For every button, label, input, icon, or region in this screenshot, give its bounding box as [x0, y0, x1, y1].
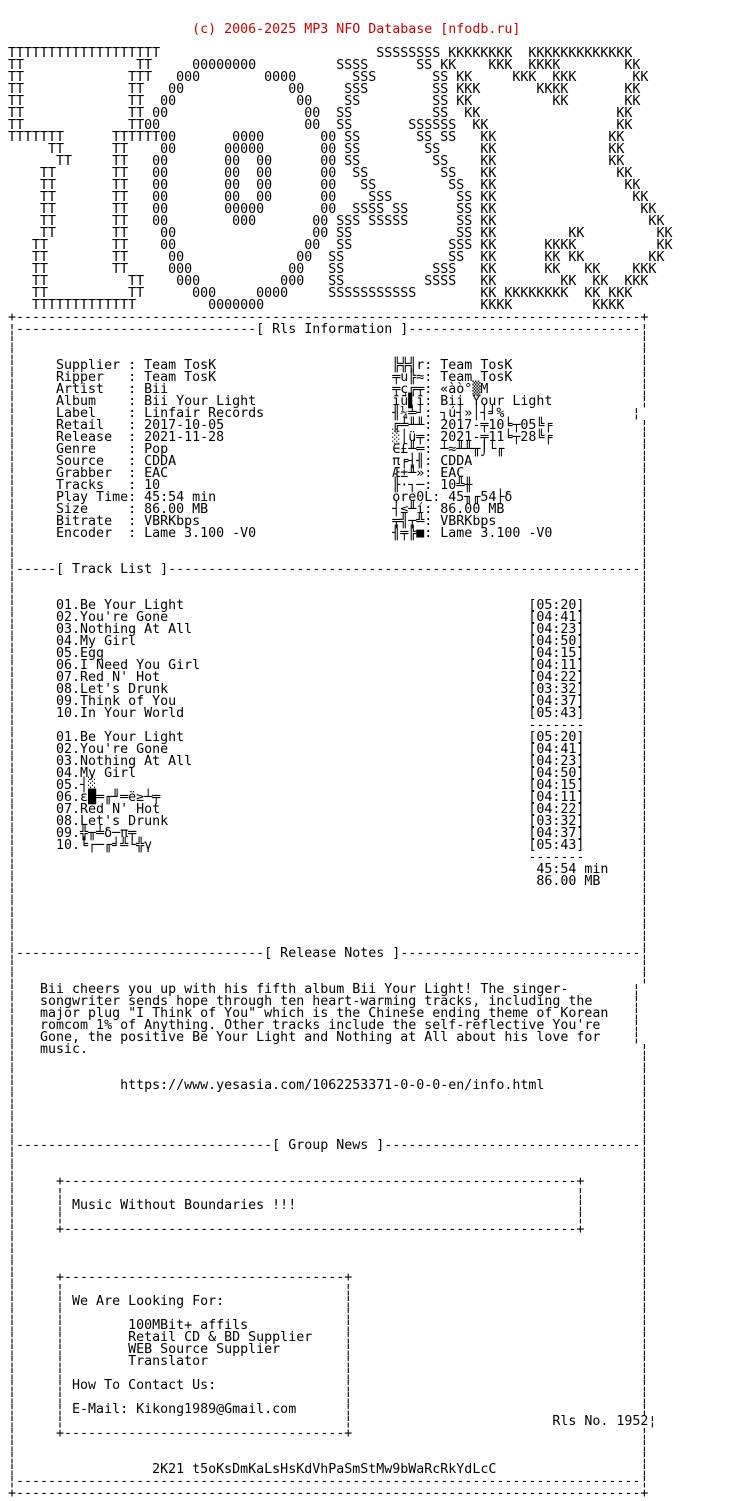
- nfo-line: ¦ 09.Think of You [04:37] ¦: [8, 694, 649, 709]
- nfo-line: ¦-----[ Track List ]-----------------------------------------------------------¦: [8, 562, 649, 577]
- nfo-line: TT TT 00 00 SS SS KK KK: [8, 106, 633, 121]
- nfo-line: ¦ 08.Let's Drunk [03:32] ¦: [8, 814, 649, 829]
- nfo-line: ¦ ¦: [8, 1150, 649, 1165]
- nfo-line: ¦ Gone, the positive Be Your Light and Nothing at All about his love for ¦: [8, 1030, 641, 1045]
- nfo-line: ¦ ¦ 100MBit+ affils ¦ ¦: [8, 1318, 649, 1333]
- nfo-line: ¦ Release : 2021-11-28 ░│ü╤: 2021-╤11╘┬28╚╒ ¦: [8, 430, 649, 445]
- nfo-line: ¦ ¦: [8, 898, 649, 913]
- nfo-line: ¦ 03.Nothing At All [04:23] ¦: [8, 754, 649, 769]
- nfo-line: ¦ ------- ¦: [8, 850, 649, 865]
- nfo-line: ¦ 07.Red N' Hot [04:22] ¦: [8, 802, 649, 817]
- nfo-line: ¦ ¦: [8, 922, 649, 937]
- nfo-line: ¦ +-----------------------------------+ ¦: [8, 1270, 649, 1285]
- nfo-line: ¦ Play Time: 45:54 min ore0L: 45╖╓54├δ ¦: [8, 490, 649, 505]
- nfo-line: ¦ Label : Linfair Records ╢¼╧┘: ┐ú┤»│┤╛% ¦: [8, 406, 641, 421]
- nfo-line: ¦ ¦: [8, 1054, 649, 1069]
- nfo-line: ¦ ¦: [8, 886, 649, 901]
- nfo-line: ¦ 08.Let's Drunk [03:32] ¦: [8, 682, 649, 697]
- nfo-line: TT TT 000 00 SS SSS KK KK KK KKK: [8, 262, 657, 277]
- nfo-line: TT TT 00 00 00 00 SS SS KK KK: [8, 166, 633, 181]
- nfo-line: ¦ +----------------------------------------------------------------+ ¦: [8, 1174, 649, 1189]
- nfo-line: ¦ ¦ ¦ ¦: [8, 1366, 649, 1381]
- nfo-line: ¦ ¦: [8, 1126, 649, 1141]
- nfo-line: ¦ ¦: [8, 550, 649, 565]
- nfo-line: ¦ Tracks : 10 ╟·┐─: 10╩╫ ¦: [8, 478, 649, 493]
- nfo-line: TT TT 00 00 SS SSS KK KKKK KK: [8, 238, 673, 253]
- nfo-line: ¦ 01.Be Your Light [05:20] ¦: [8, 598, 649, 613]
- nfo-line: ¦ Album : Bii Your Light ïü▌ï: Bii Your Light ¦: [8, 394, 649, 409]
- nfo-line: ¦ ¦ ¦ ¦: [8, 1390, 649, 1405]
- nfo-line: ¦ 10.╘┌─╓╛╩└╬γ [05:43] ¦: [8, 838, 649, 853]
- nfo-line: ¦ 03.Nothing At All [04:23] ¦: [8, 622, 649, 637]
- nfo-line: ¦ ¦ Retail CD & BD Supplier ¦ ¦: [8, 1330, 649, 1345]
- nfo-line: ¦ ¦ ¦ ¦: [8, 1210, 649, 1225]
- nfo-line: ¦ ¦: [8, 1258, 649, 1273]
- nfo-line: ¦ Retail : 2017-10-05 ╔╧╨╨: 2017-╤10╘┬05╚╒ ¦: [8, 418, 649, 433]
- nfo-line: ¦ 09.╬╥╧δ─π╤ [04:37] ¦: [8, 826, 649, 841]
- nfo-line: ¦ ¦: [8, 934, 649, 949]
- nfo-line: ¦ ¦ How To Contact Us: ¦ ¦: [8, 1378, 649, 1393]
- nfo-line: ¦ 02.You're Gone [04:41] ¦: [8, 610, 649, 625]
- nfo-line: ¦ 07.Red N' Hot [04:22] ¦: [8, 670, 649, 685]
- nfo-line: TT TT 00 00 SS SS KK KK KK KK: [8, 250, 665, 265]
- nfo-line: ¦-------------------------------[ Release Notes ]------------------------------¦: [8, 946, 649, 961]
- nfo-line: ¦ ¦: [8, 586, 649, 601]
- nfo-line: ¦ 06.I Need You Girl [04:11] ¦: [8, 658, 649, 673]
- nfo-line: ¦ ¦: [8, 1246, 649, 1261]
- nfo-line: ¦ +-----------------------------------+ ¦: [8, 1426, 649, 1441]
- nfo-line: TTTTTTT TTTTTT00 0000 00 SS SS SS KK KK: [8, 130, 625, 145]
- nfo-line: ¦ ¦: [8, 1450, 649, 1465]
- nfo-line: TT TT 000 000 SS SSSS KK KK KK KKK: [8, 274, 649, 289]
- nfo-line: ¦ ¦: [8, 910, 649, 925]
- nfo-line: ¦ ¦: [8, 1102, 649, 1117]
- nfo-line: ¦ 04.My Girl [04:50] ¦: [8, 766, 649, 781]
- nfo-line: +------------------------------------------------------------------------------+: [8, 310, 649, 325]
- nfo-line: TT TT 00 00000 00 SS SS KK KK: [8, 142, 625, 157]
- nfo-line: ¦ 86.00 MB ¦: [8, 874, 649, 889]
- nfo-line: TT TT 00 00 00 00 SS SS KK KK: [8, 178, 641, 193]
- nfo-line: ¦ ¦: [8, 1066, 649, 1081]
- nfo-line: ¦ Supplier : Team TosK ╠╬╣r: Team TosK ¦: [8, 358, 649, 373]
- nfo-line: ¦ ¦: [8, 346, 649, 361]
- nfo-line: TT TT 00 00 00 00 SSS SS KK KK: [8, 190, 649, 205]
- nfo-line: ¦ ¦: [8, 1234, 649, 1249]
- nfo-line: ¦ Encoder : Lame 3.100 -V0 ╢╤╠■: Lame 3.100 -V0 ¦: [8, 526, 649, 541]
- nfo-line: ¦ ¦: [8, 1438, 649, 1453]
- nfo-line: ¦ songwriter sends hope through ten heart-warming tracks, including the ¦: [8, 994, 641, 1009]
- nfo-line: ¦ ¦: [8, 334, 649, 349]
- nfo-line: TT TT00 00 SS SSSSSS KK KK: [8, 118, 633, 133]
- nfo-line: TT TT 000 0000 SSSSSSSSSSS KK KKKKKKKK KK KKK: [8, 286, 633, 301]
- nfo-line: ¦ Bii cheers you up with his fifth album Bii Your Light! The singer- ¦: [8, 982, 641, 997]
- nfo-line: TTTTTTTTTTTTTTTTTTT SSSSSSSS KKKKKKKK KKKKKKKKKKKKK: [8, 46, 633, 61]
- nfo-line: ¦--------------------------------[ Group News ]--------------------------------¦: [8, 1138, 649, 1153]
- nfo-line: TT TT 00 00 SS SS KK KK KK: [8, 94, 641, 109]
- nfo-line: TTTTTTTTTTTTT 0000000 KKKK KKKK: [8, 298, 625, 313]
- nfo-document: [8, 0, 672, 1500]
- nfo-line: ¦ music. ¦: [8, 1042, 649, 1057]
- nfo-line: ¦ Ripper : Team TosK ╤u╠≈: Team TosK ¦: [8, 370, 649, 385]
- nfo-line: ¦ ¦: [8, 574, 649, 589]
- nfo-line: ¦ ¦ ¦ Rls No. 1952¦: [8, 1414, 657, 1429]
- nfo-line: ¦ Bitrate : VBRKbps ╤╣┬╩: VBRKbps ¦: [8, 514, 649, 529]
- nfo-line: ¦ Genre : Pop ∈£╨═: ┴≈╨╨╥⌡└╓ ¦: [8, 442, 649, 457]
- nfo-line: ¦ 05.┤░ [04:15] ¦: [8, 778, 649, 793]
- nfo-line: ¦ https://www.yesasia.com/1062253371-0-0-0-en/info.html ¦: [8, 1078, 649, 1093]
- nfo-line: ¦ 10.In Your World [05:43] ¦: [8, 706, 649, 721]
- nfo-line: ¦------------------------------[ Rls Information ]-----------------------------¦: [8, 322, 649, 337]
- nfo-line: TT TT 00 000 00 SSS SSSSS SS KK KK: [8, 214, 665, 229]
- nfo-line: ¦ ¦: [8, 1162, 649, 1177]
- nfo-line: ¦ ¦: [8, 958, 649, 973]
- nfo-line: ¦ +----------------------------------------------------------------+ ¦: [8, 1222, 649, 1237]
- nfo-line: ¦ ¦ E-Mail: Kikong1989@Gmail.com ¦ ¦: [8, 1402, 649, 1417]
- nfo-line: TT TTT 000 0000 SSS SS KK KKK KKK KK: [8, 70, 649, 85]
- nfo-line: ¦ ¦ ¦ ¦: [8, 1306, 649, 1321]
- nfo-line: ¦ major plug "I Think of You" which is the Chinese ending theme of Korean ¦: [8, 1006, 641, 1021]
- nfo-line: ¦ Artist : Bii ╤ç╔╤: «àò°▒M ¦: [8, 382, 649, 397]
- nfo-line: ¦ 01.Be Your Light [05:20] ¦: [8, 730, 649, 745]
- nfo-line: ¦ Size : 86.00 MB ┤≤╨í: 86.00 MB ¦: [8, 502, 649, 517]
- nfo-line: ¦ 06.ε█═╓╜═ë≥┴╤ [04:11] ¦: [8, 790, 649, 805]
- nfo-line: ¦ romcom 1% of Anything. Other tracks include the self-reflective You're ¦: [8, 1018, 641, 1033]
- nfo-line: ¦ ¦: [8, 970, 649, 985]
- nfo-line: ¦ ¦ ¦ ¦: [8, 1282, 649, 1297]
- nfo-line: ¦ 02.You're Gone [04:41] ¦: [8, 742, 649, 757]
- nfo-line: ¦ 04.My Girl [04:50] ¦: [8, 634, 649, 649]
- nfo-line: TT TT 00 00 00 00 SS SS KK KK: [8, 154, 625, 169]
- nfo-line: ¦ ¦: [8, 538, 649, 553]
- nfo-line: ¦ Source : CDDA π╒┤╢: CDDA ¦: [8, 454, 649, 469]
- nfo-line: ¦ 2K21 t5oKsDmKaLsHsKdVhPaSmStMw9bWaRcRkYdLcC ¦: [8, 1462, 649, 1477]
- nfo-line: ¦------------------------------------------------------------------------------¦: [8, 1474, 649, 1489]
- nfo-line: ¦ 45:54 min ¦: [8, 862, 649, 877]
- nfo-line: ¦ 05.Egg [04:15] ¦: [8, 646, 649, 661]
- nfo-line: ¦ ¦ ¦ ¦: [8, 1186, 649, 1201]
- nfo-line: ¦ Grabber : EAC Æ±╨»: EAC ¦: [8, 466, 649, 481]
- nfo-line: ¦ ¦: [8, 1114, 649, 1129]
- nfo-line: ¦ ¦ WEB Source Supplier ¦ ¦: [8, 1342, 649, 1357]
- nfo-line: ¦ ------- ¦: [8, 718, 649, 733]
- nfo-line: ¦ ¦ Music Without Boundaries !!! ¦ ¦: [8, 1198, 649, 1213]
- nfo-line: +------------------------------------------------------------------------------+: [8, 1486, 649, 1501]
- nfo-line: TT TT 00000000 SSSS SS KK KKK KKKK KK: [8, 58, 641, 73]
- nfo-line: TT TT 00 00 SSS SS KKK KKKK KK: [8, 82, 641, 97]
- nfo-line: ¦ ¦ Translator ¦ ¦: [8, 1354, 649, 1369]
- nfo-line: TT TT 00 00000 00 SSSS SS SS KK KK: [8, 202, 657, 217]
- nfo-line: ¦ ¦ We Are Looking For: ¦ ¦: [8, 1294, 649, 1309]
- nfo-line: ¦ ¦: [8, 1090, 649, 1105]
- nfodb-header: (c) 2006-2025 MP3 NFO Database [nfodb.ru]: [8, 22, 521, 37]
- nfo-line: TT TT 00 00 SS SS KK KK KK: [8, 226, 673, 241]
